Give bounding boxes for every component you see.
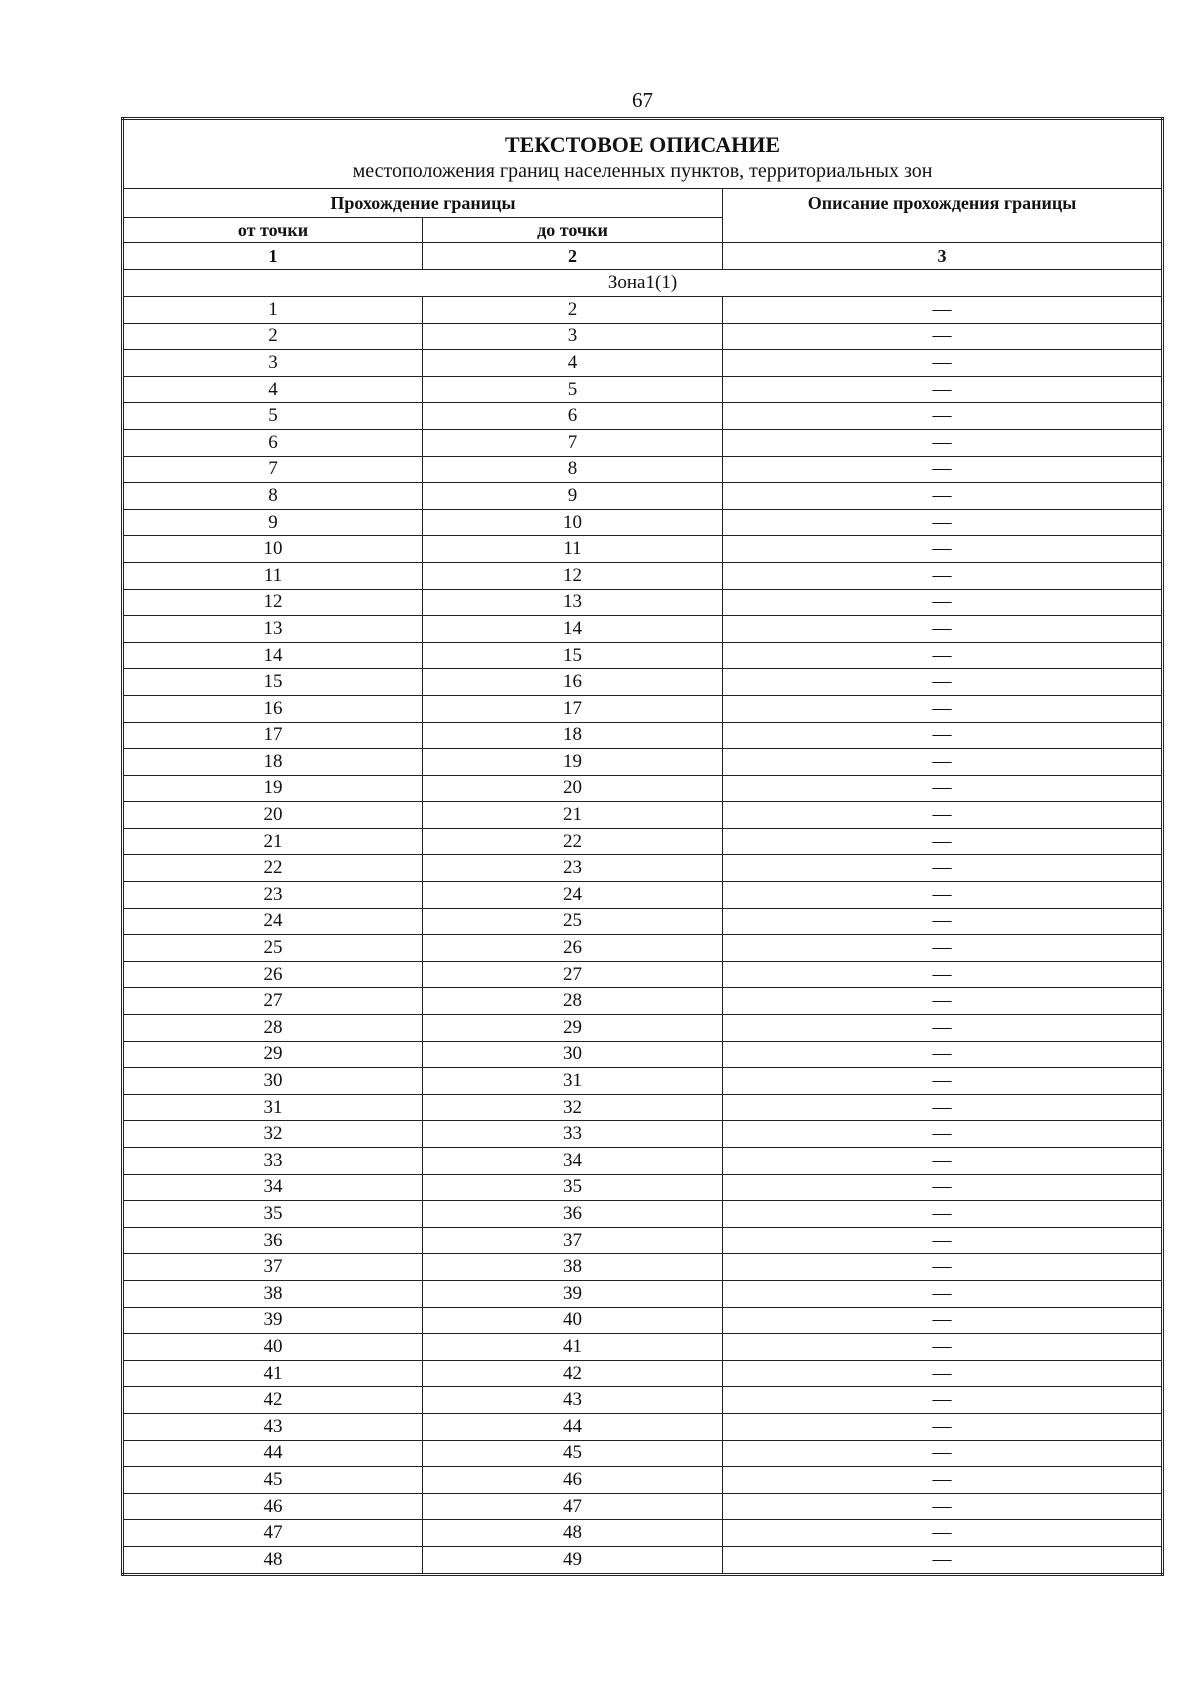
column-number-2: 2	[423, 243, 723, 270]
table-row	[123, 775, 1163, 802]
to-point-cell: 21	[423, 802, 723, 829]
description-cell: —	[723, 1201, 1163, 1228]
from-point-cell: 13	[123, 616, 423, 643]
table-row	[123, 669, 1163, 696]
table-row	[123, 908, 1163, 935]
description-cell: —	[723, 456, 1163, 483]
from-point-cell: 37	[123, 1254, 423, 1281]
from-point-cell: 29	[123, 1041, 423, 1068]
column-number-1: 1	[123, 243, 423, 270]
to-point-cell: 20	[423, 775, 723, 802]
document-subtitle: местоположения границ населенных пунктов, территориальных зон	[352, 160, 933, 182]
description-cell: —	[723, 1015, 1163, 1042]
to-point-cell: 39	[423, 1280, 723, 1307]
description-cell: —	[723, 1520, 1163, 1547]
to-point-cell: 33	[423, 1121, 723, 1148]
table-row	[123, 749, 1163, 776]
to-point-cell: 11	[423, 536, 723, 563]
from-point-cell: 31	[123, 1094, 423, 1121]
table-row	[123, 429, 1163, 456]
description-cell: —	[723, 429, 1163, 456]
to-point-cell: 43	[423, 1387, 723, 1414]
table-row	[123, 456, 1163, 483]
to-point-cell: 40	[423, 1307, 723, 1334]
from-point-cell: 1	[123, 297, 423, 324]
to-point-cell: 24	[423, 882, 723, 909]
description-cell: —	[723, 350, 1163, 377]
table-row	[123, 1041, 1163, 1068]
from-point-cell: 22	[123, 855, 423, 882]
column-number-row	[123, 243, 1163, 270]
header-from-point: от точки	[123, 218, 423, 243]
description-cell: —	[723, 403, 1163, 430]
from-point-cell: 38	[123, 1280, 423, 1307]
from-point-cell: 45	[123, 1467, 423, 1494]
to-point-cell: 48	[423, 1520, 723, 1547]
from-point-cell: 15	[123, 669, 423, 696]
header-description: Описание прохождения границы	[723, 189, 1163, 243]
from-point-cell: 8	[123, 483, 423, 510]
from-point-cell: 10	[123, 536, 423, 563]
from-point-cell: 18	[123, 749, 423, 776]
title-row	[123, 119, 1163, 189]
to-point-cell: 30	[423, 1041, 723, 1068]
to-point-cell: 36	[423, 1201, 723, 1228]
to-point-cell: 27	[423, 961, 723, 988]
to-point-cell: 18	[423, 722, 723, 749]
to-point-cell: 6	[423, 403, 723, 430]
from-point-cell: 5	[123, 403, 423, 430]
from-point-cell: 48	[123, 1546, 423, 1574]
to-point-cell: 17	[423, 695, 723, 722]
table-row	[123, 616, 1163, 643]
from-point-cell: 14	[123, 642, 423, 669]
table-row	[123, 1201, 1163, 1228]
header-boundary-passage: Прохождение границы	[123, 189, 723, 218]
from-point-cell: 17	[123, 722, 423, 749]
table-row	[123, 1280, 1163, 1307]
title-cell	[123, 119, 1163, 189]
description-cell: —	[723, 1467, 1163, 1494]
from-point-cell: 11	[123, 562, 423, 589]
table-row	[123, 376, 1163, 403]
from-point-cell: 4	[123, 376, 423, 403]
to-point-cell: 16	[423, 669, 723, 696]
table-row	[123, 1094, 1163, 1121]
from-point-cell: 20	[123, 802, 423, 829]
description-cell: —	[723, 695, 1163, 722]
description-cell: —	[723, 1493, 1163, 1520]
table-row	[123, 403, 1163, 430]
description-cell: —	[723, 1413, 1163, 1440]
to-point-cell: 31	[423, 1068, 723, 1095]
to-point-cell: 7	[423, 429, 723, 456]
header-group-row	[123, 189, 1163, 218]
from-point-cell: 32	[123, 1121, 423, 1148]
from-point-cell: 16	[123, 695, 423, 722]
to-point-cell: 13	[423, 589, 723, 616]
description-cell: —	[723, 828, 1163, 855]
header-to-point: до точки	[423, 218, 723, 243]
from-point-cell: 46	[123, 1493, 423, 1520]
from-point-cell: 9	[123, 509, 423, 536]
table-row	[123, 1307, 1163, 1334]
description-cell: —	[723, 1334, 1163, 1361]
description-cell: —	[723, 935, 1163, 962]
to-point-cell: 22	[423, 828, 723, 855]
to-point-cell: 32	[423, 1094, 723, 1121]
to-point-cell: 19	[423, 749, 723, 776]
to-point-cell: 12	[423, 562, 723, 589]
from-point-cell: 33	[123, 1148, 423, 1175]
table-row	[123, 988, 1163, 1015]
to-point-cell: 25	[423, 908, 723, 935]
description-cell: —	[723, 509, 1163, 536]
from-point-cell: 6	[123, 429, 423, 456]
table-row	[123, 483, 1163, 510]
page-number: 67	[632, 88, 653, 112]
to-point-cell: 35	[423, 1174, 723, 1201]
description-cell: —	[723, 1254, 1163, 1281]
from-point-cell: 47	[123, 1520, 423, 1547]
to-point-cell: 34	[423, 1148, 723, 1175]
to-point-cell: 8	[423, 456, 723, 483]
description-cell: —	[723, 855, 1163, 882]
from-point-cell: 41	[123, 1360, 423, 1387]
to-point-cell: 29	[423, 1015, 723, 1042]
to-point-cell: 41	[423, 1334, 723, 1361]
table-row	[123, 350, 1163, 377]
from-point-cell: 30	[123, 1068, 423, 1095]
to-point-cell: 10	[423, 509, 723, 536]
to-point-cell: 14	[423, 616, 723, 643]
to-point-cell: 4	[423, 350, 723, 377]
from-point-cell: 19	[123, 775, 423, 802]
description-cell: —	[723, 1280, 1163, 1307]
table-row	[123, 1440, 1163, 1467]
description-cell: —	[723, 1387, 1163, 1414]
to-point-cell: 38	[423, 1254, 723, 1281]
table-row	[123, 855, 1163, 882]
boundary-description-table	[121, 117, 1164, 1576]
table-row	[123, 1387, 1163, 1414]
zone-row	[123, 270, 1163, 297]
description-cell: —	[723, 1148, 1163, 1175]
to-point-cell: 44	[423, 1413, 723, 1440]
table-row	[123, 1015, 1163, 1042]
from-point-cell: 39	[123, 1307, 423, 1334]
from-point-cell: 44	[123, 1440, 423, 1467]
table-row	[123, 1121, 1163, 1148]
table-row	[123, 828, 1163, 855]
from-point-cell: 26	[123, 961, 423, 988]
from-point-cell: 36	[123, 1227, 423, 1254]
to-point-cell: 3	[423, 323, 723, 350]
from-point-cell: 21	[123, 828, 423, 855]
table-row	[123, 1068, 1163, 1095]
to-point-cell: 15	[423, 642, 723, 669]
from-point-cell: 24	[123, 908, 423, 935]
from-point-cell: 42	[123, 1387, 423, 1414]
from-point-cell: 3	[123, 350, 423, 377]
to-point-cell: 9	[423, 483, 723, 510]
description-cell: —	[723, 988, 1163, 1015]
table-row	[123, 1227, 1163, 1254]
description-cell: —	[723, 1041, 1163, 1068]
from-point-cell: 12	[123, 589, 423, 616]
description-cell: —	[723, 1094, 1163, 1121]
description-cell: —	[723, 961, 1163, 988]
table-row	[123, 1148, 1163, 1175]
table-row	[123, 802, 1163, 829]
to-point-cell: 46	[423, 1467, 723, 1494]
description-cell: —	[723, 376, 1163, 403]
to-point-cell: 49	[423, 1546, 723, 1574]
description-cell: —	[723, 908, 1163, 935]
table-row	[123, 509, 1163, 536]
description-cell: —	[723, 722, 1163, 749]
from-point-cell: 27	[123, 988, 423, 1015]
description-cell: —	[723, 589, 1163, 616]
table-row	[123, 1546, 1163, 1574]
description-cell: —	[723, 1307, 1163, 1334]
to-point-cell: 5	[423, 376, 723, 403]
to-point-cell: 28	[423, 988, 723, 1015]
table-row	[123, 961, 1163, 988]
to-point-cell: 37	[423, 1227, 723, 1254]
to-point-cell: 2	[423, 297, 723, 324]
to-point-cell: 23	[423, 855, 723, 882]
from-point-cell: 7	[123, 456, 423, 483]
table-row	[123, 1413, 1163, 1440]
to-point-cell: 45	[423, 1440, 723, 1467]
description-cell: —	[723, 1360, 1163, 1387]
from-point-cell: 2	[123, 323, 423, 350]
column-number-3: 3	[723, 243, 1163, 270]
from-point-cell: 40	[123, 1334, 423, 1361]
description-cell: —	[723, 1174, 1163, 1201]
description-cell: —	[723, 1068, 1163, 1095]
description-cell: —	[723, 669, 1163, 696]
zone-label: Зона1(1)	[123, 270, 1163, 297]
table-row	[123, 1520, 1163, 1547]
description-cell: —	[723, 562, 1163, 589]
description-cell: —	[723, 642, 1163, 669]
description-cell: —	[723, 882, 1163, 909]
description-cell: —	[723, 1121, 1163, 1148]
to-point-cell: 26	[423, 935, 723, 962]
table-row	[123, 695, 1163, 722]
table-row	[123, 1254, 1163, 1281]
table-row	[123, 323, 1163, 350]
description-cell: —	[723, 616, 1163, 643]
from-point-cell: 43	[123, 1413, 423, 1440]
from-point-cell: 34	[123, 1174, 423, 1201]
document-title: ТЕКСТОВОЕ ОПИСАНИЕ	[505, 132, 781, 157]
description-cell: —	[723, 1227, 1163, 1254]
description-cell: —	[723, 775, 1163, 802]
description-cell: —	[723, 483, 1163, 510]
description-cell: —	[723, 749, 1163, 776]
table-row	[123, 562, 1163, 589]
description-cell: —	[723, 297, 1163, 324]
table-row	[123, 935, 1163, 962]
from-point-cell: 35	[123, 1201, 423, 1228]
table-row	[123, 1360, 1163, 1387]
description-cell: —	[723, 536, 1163, 563]
description-cell: —	[723, 1440, 1163, 1467]
description-cell: —	[723, 1546, 1163, 1574]
from-point-cell: 23	[123, 882, 423, 909]
from-point-cell: 28	[123, 1015, 423, 1042]
table-row	[123, 1174, 1163, 1201]
table-row	[123, 722, 1163, 749]
table-row	[123, 297, 1163, 324]
table-row	[123, 1467, 1163, 1494]
to-point-cell: 42	[423, 1360, 723, 1387]
table-row	[123, 1334, 1163, 1361]
table-row	[123, 1493, 1163, 1520]
table-row	[123, 882, 1163, 909]
table-row	[123, 536, 1163, 563]
table-row	[123, 642, 1163, 669]
description-cell: —	[723, 802, 1163, 829]
table-row	[123, 589, 1163, 616]
to-point-cell: 47	[423, 1493, 723, 1520]
description-cell: —	[723, 323, 1163, 350]
from-point-cell: 25	[123, 935, 423, 962]
